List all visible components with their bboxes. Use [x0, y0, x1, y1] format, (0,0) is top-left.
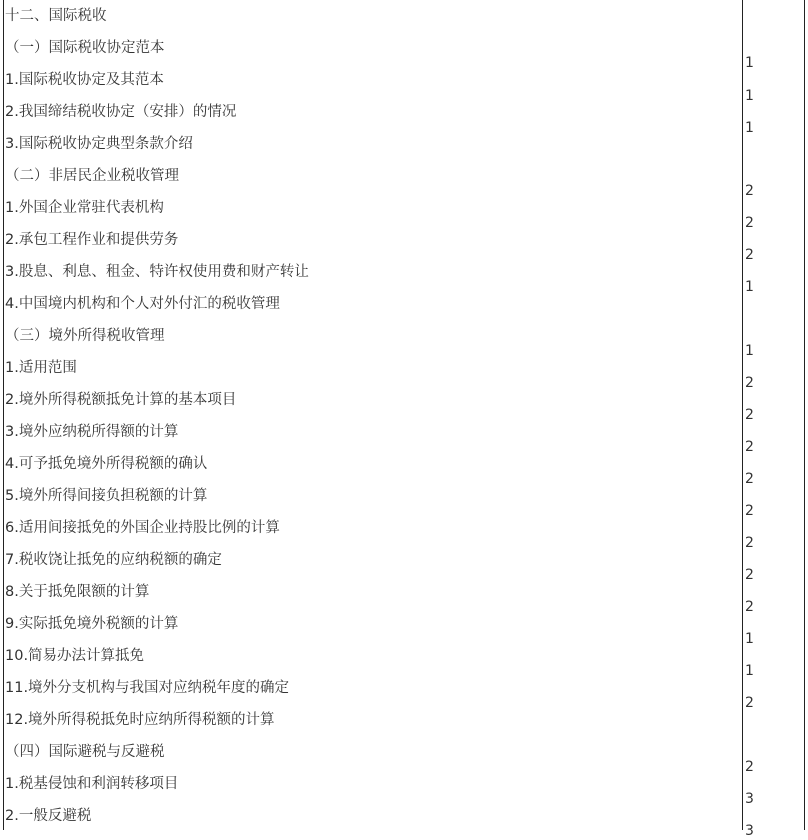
level-value: 2: [745, 759, 754, 775]
level-value: 2: [745, 247, 754, 263]
level-value: 3: [745, 791, 754, 807]
level-value: 1: [745, 631, 754, 647]
level-value: 1: [745, 343, 754, 359]
outline-item: 2.我国缔结税收协定（安排）的情况: [5, 104, 237, 120]
table-right-border: [804, 0, 805, 830]
outline-item: 10.简易办法计算抵免: [5, 648, 145, 664]
level-value: 2: [745, 215, 754, 231]
outline-item: 9.实际抵免境外税额的计算: [5, 616, 179, 632]
table-column-divider: [742, 0, 743, 830]
outline-item: 3.股息、利息、租金、特许权使用费和财产转让: [5, 264, 309, 280]
subsection-heading: （四）国际避税与反避税: [5, 744, 165, 760]
level-value: 2: [745, 183, 754, 199]
level-value: 1: [745, 88, 754, 104]
outline-item: 7.税收饶让抵免的应纳税额的确定: [5, 552, 222, 568]
subsection-heading: （一）国际税收协定范本: [5, 40, 165, 56]
level-value: 2: [745, 535, 754, 551]
outline-item: 2.境外所得税额抵免计算的基本项目: [5, 392, 237, 408]
level-value: 2: [745, 471, 754, 487]
subsection-heading: （二）非居民企业税收管理: [5, 168, 179, 184]
level-value: 2: [745, 503, 754, 519]
level-value: 1: [745, 279, 754, 295]
level-value: 2: [745, 375, 754, 391]
level-value: 1: [745, 120, 754, 136]
outline-item: 1.税基侵蚀和利润转移项目: [5, 776, 179, 792]
outline-item: 8.关于抵免限额的计算: [5, 584, 150, 600]
outline-item: 2.一般反避税: [5, 808, 92, 824]
level-value: 2: [745, 599, 754, 615]
outline-item: 11.境外分支机构与我国对应纳税年度的确定: [5, 680, 290, 696]
outline-item: 4.中国境内机构和个人对外付汇的税收管理: [5, 296, 280, 312]
level-value: 1: [745, 55, 754, 71]
outline-item: 2.承包工程作业和提供劳务: [5, 232, 179, 248]
table-left-border: [3, 0, 4, 830]
outline-item: 1.外国企业常驻代表机构: [5, 200, 164, 216]
outline-item: 6.适用间接抵免的外国企业持股比例的计算: [5, 520, 280, 536]
outline-item: 4.可予抵免境外所得税额的确认: [5, 456, 208, 472]
level-value: 2: [745, 439, 754, 455]
level-value: 2: [745, 407, 754, 423]
section-heading: 十二、国际税收: [5, 8, 107, 24]
outline-item: 3.境外应纳税所得额的计算: [5, 424, 179, 440]
outline-item: 1.适用范围: [5, 360, 77, 376]
level-value: 3: [745, 823, 754, 839]
level-value: 1: [745, 663, 754, 679]
subsection-heading: （三）境外所得税收管理: [5, 328, 165, 344]
level-value: 2: [745, 695, 754, 711]
outline-item: 1.国际税收协定及其范本: [5, 72, 164, 88]
outline-item: 5.境外所得间接负担税额的计算: [5, 488, 208, 504]
level-value: 2: [745, 567, 754, 583]
outline-item: 3.国际税收协定典型条款介绍: [5, 136, 193, 152]
outline-item: 12.境外所得税抵免时应纳所得税额的计算: [5, 712, 275, 728]
